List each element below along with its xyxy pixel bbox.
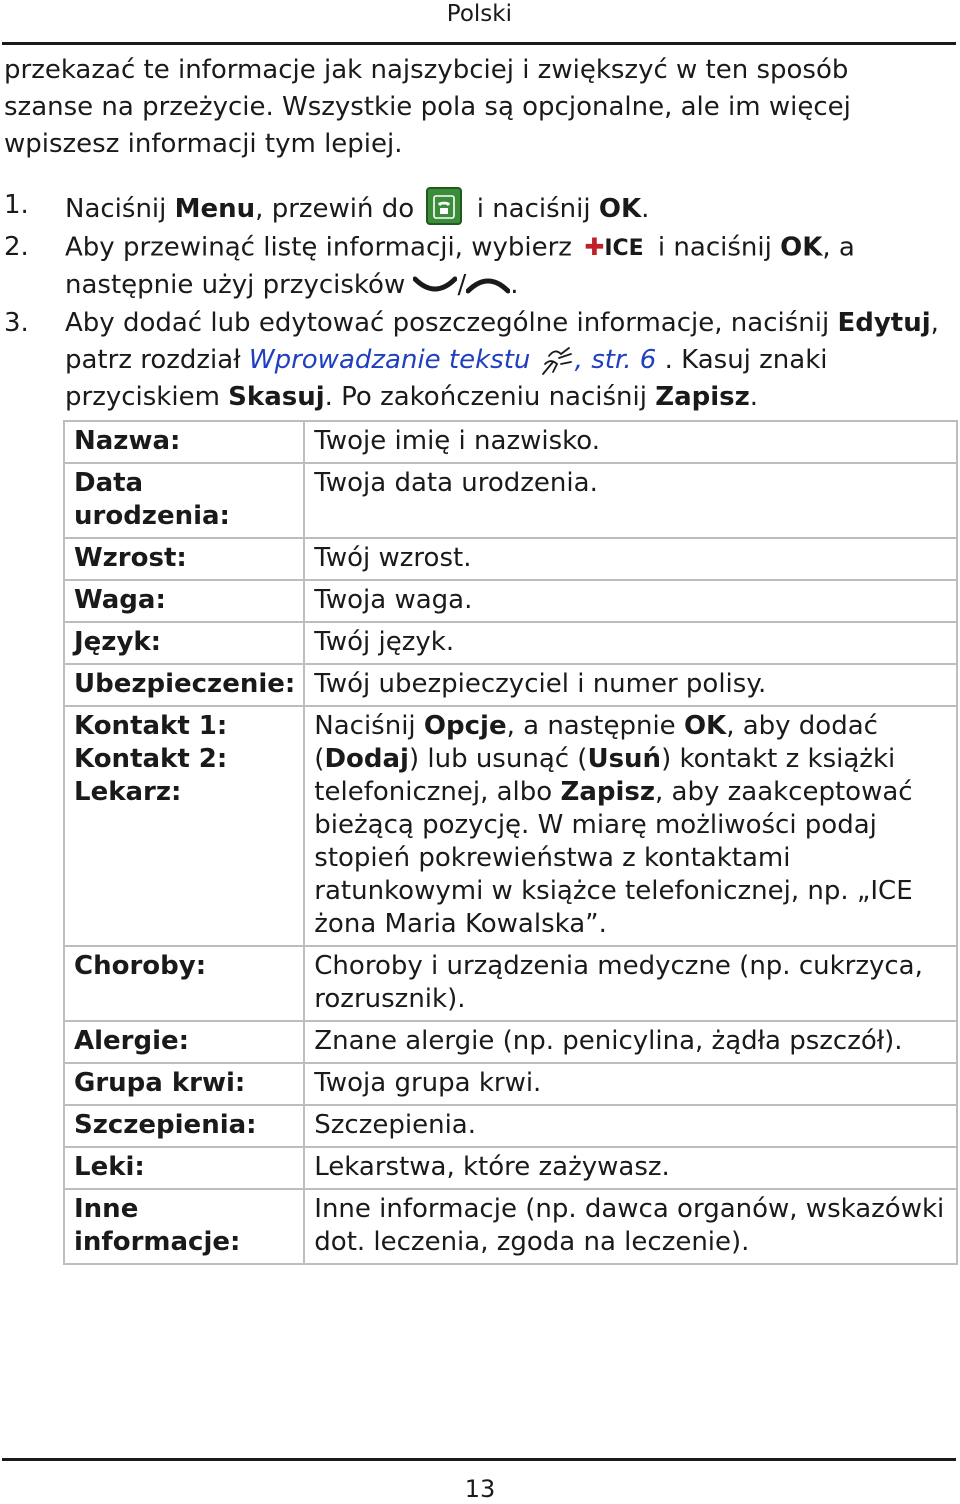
field-description: Inne informacje (np. dawca organów, wskazówki dot. leczenia, zgoda na leczenie). <box>304 1189 957 1264</box>
ok-key-label: OK <box>683 711 727 741</box>
field-description: Twój język. <box>304 622 957 664</box>
remove-key-label: Usuń <box>587 744 662 774</box>
step-number: 2. <box>4 232 29 262</box>
step-text: , a następnie użyj przycisków <box>65 232 855 300</box>
step-text: Aby dodać lub edytować poszczególne informacje, naciśnij <box>65 308 838 338</box>
ice-cross-icon <box>584 229 643 267</box>
table-row <box>64 1021 957 1063</box>
step-number: 3. <box>4 308 29 338</box>
table-row <box>64 580 957 622</box>
table-row-contacts <box>64 706 957 946</box>
table-row <box>64 1189 957 1264</box>
link-text[interactable]: Wprowadzanie tekstu <box>248 345 539 375</box>
step-2 <box>4 229 956 304</box>
field-name: Kontakt 1: <box>74 711 228 741</box>
desc-text: , aby zaakceptować bieżącą pozycję. W miarę możliwości podaj stopień pokrewieństwa z kontaktami ratunkowymi w książce telefonicznej, np. „ICE żona Maria Kowalska”. <box>314 777 913 939</box>
header-rule <box>2 42 956 45</box>
table-row <box>64 463 957 538</box>
desc-text: , aby dodać ( <box>314 711 878 774</box>
field-name: Szczepienia: <box>64 1105 304 1147</box>
chevron-up-icon <box>466 275 510 295</box>
step-text: , przewiń do <box>255 194 423 224</box>
field-name: Choroby: <box>64 946 304 1021</box>
phone-book-icon <box>426 187 462 225</box>
field-description: Twoja data urodzenia. <box>304 463 957 538</box>
field-name: Lekarz: <box>74 777 182 807</box>
table-row <box>64 1063 957 1105</box>
field-description: Lekarstwa, które zażywasz. <box>304 1147 957 1189</box>
menu-key-label: Menu <box>174 194 256 224</box>
field-name: Kontakt 2: <box>74 744 228 774</box>
step-text: Naciśnij <box>65 194 175 224</box>
footer-rule <box>2 1458 956 1461</box>
step-text: / <box>457 270 467 300</box>
table-row <box>64 1147 957 1189</box>
field-description: Twój ubezpieczyciel i numer polisy. <box>304 664 957 706</box>
field-name: Wzrost: <box>64 538 304 580</box>
header-language: Polski <box>446 1 512 27</box>
ice-label: ICE <box>604 236 644 261</box>
steps-list <box>4 187 956 416</box>
field-name: Inne informacje: <box>64 1189 304 1264</box>
intro-paragraph: przekazać te informacje jak najszybciej i zwiększyć w ten sposób szanse na przeżycie. Wszystkie pola są opcjonalne, ale im więcej wpiszesz informacji tym lepiej. <box>4 55 851 159</box>
field-name: Nazwa: <box>64 421 304 463</box>
field-description: Twoje imię i nazwisko. <box>304 421 957 463</box>
field-name: Alergie: <box>64 1021 304 1063</box>
table-row <box>64 538 957 580</box>
table-row <box>64 946 957 1021</box>
field-description-contacts <box>304 706 957 946</box>
step-number: 1. <box>4 190 29 220</box>
step-text: . <box>641 194 650 224</box>
step-text: , patrz rozdział <box>65 308 939 375</box>
step-text: . Po zakończeniu naciśnij <box>324 382 656 412</box>
add-key-label: Dodaj <box>324 744 409 774</box>
table-row <box>64 664 957 706</box>
step-text: Aby przewinąć listę informacji, wybierz <box>65 232 581 263</box>
red-cross-icon: ✚ <box>584 233 605 261</box>
step-text: . Kasuj znaki przyciskiem <box>65 345 828 412</box>
field-name-contacts <box>64 706 304 946</box>
field-name: Leki: <box>64 1147 304 1189</box>
field-description: Choroby i urządzenia medyczne (np. cukrzyca, rozrusznik). <box>304 946 957 1021</box>
field-name: Data urodzenia: <box>64 463 304 538</box>
desc-text: ) lub usunąć ( <box>408 744 588 774</box>
field-name: Grupa krwi: <box>64 1063 304 1105</box>
table-row <box>64 622 957 664</box>
step-text: i naciśnij <box>468 194 599 224</box>
save-key-label: Zapisz <box>560 777 655 807</box>
text-entry-link[interactable] <box>249 345 656 375</box>
ok-key-label: OK <box>598 194 642 224</box>
table-row <box>64 421 957 463</box>
field-description: Twój wzrost. <box>304 538 957 580</box>
save-key-label: Zapisz <box>655 382 750 412</box>
options-key-label: Opcje <box>423 711 507 741</box>
field-description: Twoja grupa krwi. <box>304 1063 957 1105</box>
field-name: Język: <box>64 622 304 664</box>
step-text: i naciśnij <box>649 232 781 263</box>
table-row <box>64 1105 957 1147</box>
field-description: Szczepienia. <box>304 1105 957 1147</box>
desc-text: Naciśnij <box>314 711 424 741</box>
desc-text: ) kontakt z książki telefonicznej, albo <box>314 744 896 807</box>
ok-key-label: OK <box>780 232 823 263</box>
field-description: Twoja waga. <box>304 580 957 622</box>
page-number: 13 <box>464 1475 496 1503</box>
field-description: Znane alergie (np. penicylina, żądła pszczół). <box>304 1021 957 1063</box>
step-text: . <box>510 270 519 300</box>
field-name: Ubezpieczenie: <box>64 664 304 706</box>
desc-text: , a następnie <box>506 711 684 741</box>
hand-writing-icon <box>539 344 575 378</box>
chevron-down-icon <box>413 275 457 295</box>
step-text: . <box>749 382 759 412</box>
field-name: Waga: <box>64 580 304 622</box>
link-page-ref[interactable]: , str. 6 <box>574 345 657 375</box>
step-3 <box>4 305 956 416</box>
delete-key-label: Skasuj <box>228 382 325 412</box>
step-1 <box>4 187 956 228</box>
ice-info-table <box>63 420 958 1265</box>
edit-key-label: Edytuj <box>837 308 931 338</box>
